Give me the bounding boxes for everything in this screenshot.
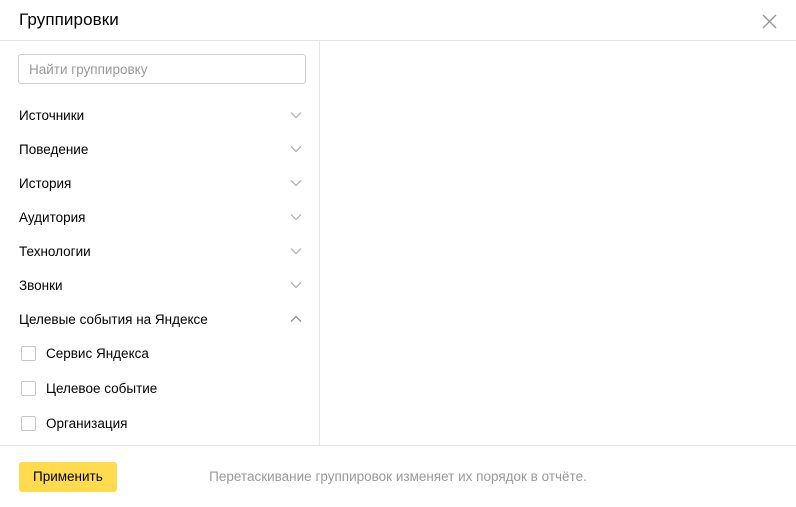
group-row-yandex-goals[interactable] — [0, 302, 319, 336]
list-item-yandex-service[interactable] — [0, 336, 319, 371]
apply-button[interactable]: Применить — [19, 462, 117, 492]
list-item-organization[interactable] — [0, 406, 319, 441]
group-label: Поведение — [19, 141, 89, 157]
chevron-down-icon[interactable] — [289, 108, 303, 122]
group-label: История — [19, 175, 72, 191]
group-row-technologies[interactable] — [0, 234, 319, 268]
checkbox-yandex-service[interactable] — [21, 346, 36, 361]
group-row-audience[interactable] — [0, 200, 319, 234]
chevron-down-icon[interactable] — [289, 142, 303, 156]
close-icon[interactable] — [756, 8, 782, 34]
search-container — [0, 41, 319, 94]
checkbox-organization[interactable] — [21, 416, 36, 431]
group-label: Целевые события на Яндексе — [19, 311, 208, 327]
chevron-down-icon[interactable] — [289, 244, 303, 258]
group-label: Звонки — [19, 277, 63, 293]
list-item-label: Сервис Яндекса — [46, 346, 149, 361]
groupings-list[interactable] — [0, 94, 319, 445]
search-input[interactable] — [18, 54, 306, 84]
dialog-header — [0, 0, 796, 41]
dialog-footer — [0, 445, 796, 507]
group-row-history[interactable] — [0, 166, 319, 200]
list-item-label: Целевое событие — [46, 381, 158, 396]
chevron-down-icon[interactable] — [289, 210, 303, 224]
group-label: Источники — [19, 107, 85, 123]
checkbox-target-event[interactable] — [21, 381, 36, 396]
list-item-target-event[interactable] — [0, 371, 319, 406]
group-label: Технологии — [19, 243, 91, 259]
chevron-down-icon[interactable] — [289, 278, 303, 292]
page-title: Группировки — [19, 10, 119, 29]
group-row-sources[interactable] — [0, 98, 319, 132]
group-row-calls[interactable] — [0, 268, 319, 302]
footer-hint: Перетаскивание группировок изменяет их порядок в отчёте. — [209, 469, 587, 484]
group-row-behavior[interactable] — [0, 132, 319, 166]
selected-groupings-panel[interactable] — [320, 41, 796, 445]
chevron-down-icon[interactable] — [289, 176, 303, 190]
dialog-body — [0, 41, 796, 445]
group-label: Аудитория — [19, 209, 86, 225]
groupings-left-panel — [0, 41, 320, 445]
chevron-up-icon[interactable] — [289, 312, 303, 326]
list-item-label: Организация — [46, 416, 128, 431]
